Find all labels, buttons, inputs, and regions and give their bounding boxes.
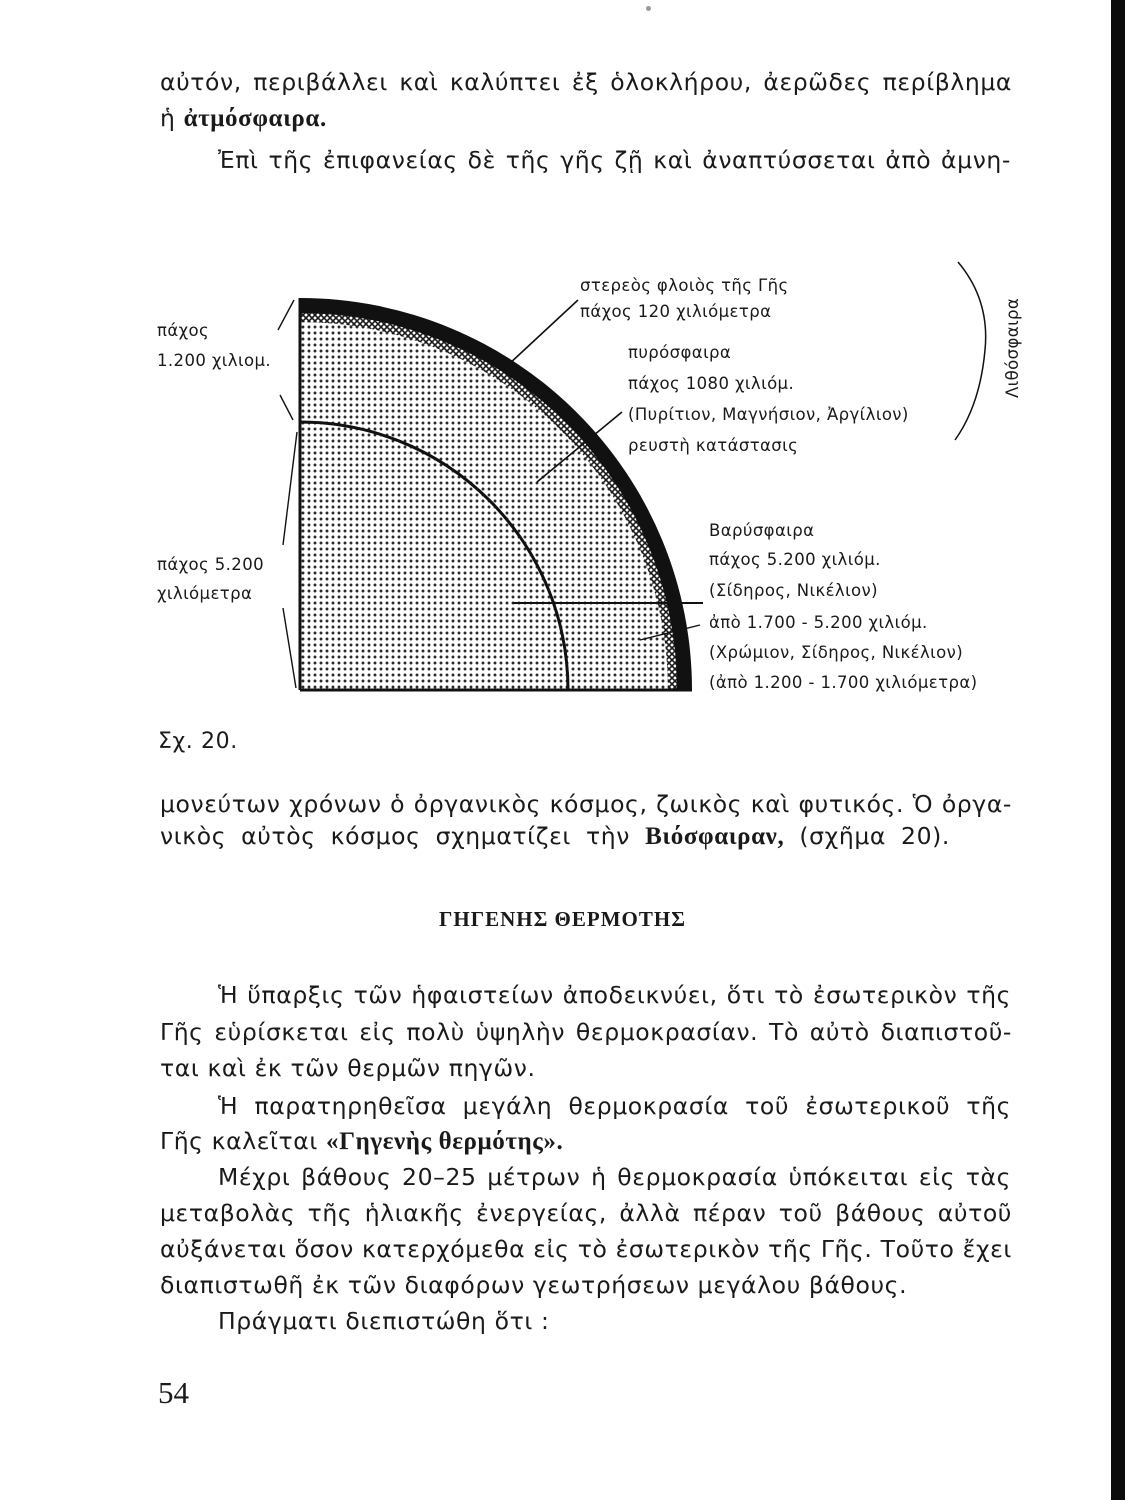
crust-thickness-label-line1: πάχος: [157, 321, 210, 340]
text-line: Ἡ ὕπαρξις τῶν ἡφαιστείων ἀποδεικνύει, ὅτι τὸ ἐσωτερικὸν τῆς: [218, 981, 1011, 1009]
text-line: [160, 821, 950, 852]
page-number: 54: [158, 1375, 189, 1410]
crust-leader: [508, 300, 578, 365]
text-line: διαπιστωθῆ ἐκ τῶν διαφόρων γεωτρήσεων μεγάλου βάθους.: [160, 1271, 908, 1299]
text-line: μεταβολὰς τῆς ἡλιακῆς ἐνεργείας, ἀλλὰ πέραν τοῦ βάθους αὐτοῦ: [160, 1199, 1012, 1227]
crust-thickness-bracket-bottom: [280, 395, 293, 420]
core-thickness-bracket-bottom: [283, 608, 296, 688]
text-line: Ἡ παρατηρηθεῖσα μεγάλη θερμοκρασία τοῦ ἐσωτερικοῦ τῆς: [218, 1092, 1011, 1120]
text-line: ται καὶ ἐκ τῶν θερμῶν πηγῶν.: [160, 1054, 536, 1082]
text-line: αὐξάνεται ὅσον κατερχόμεθα εἰς τὸ ἐσωτερικὸν τῆς Γῆς. Τοῦτο ἔχει: [160, 1235, 1012, 1263]
section-heading: ΓΗΓΕΝΗΣ ΘΕΡΜΟΤΗΣ: [439, 907, 686, 931]
text-fragment: ἡ: [160, 104, 176, 132]
lithosphere-brace: [955, 262, 986, 440]
text-line: [160, 1126, 563, 1157]
lithosphere-label: Λιθόσφαιρα: [1003, 297, 1022, 398]
pyrosphere-label-line4: ρευστὴ κατάστασις: [628, 436, 799, 455]
figure-caption: Σχ. 20.: [158, 729, 238, 754]
core-thickness-label-line2: χιλιόμετρα: [157, 584, 253, 603]
text-fragment: Γῆς καλεῖται: [160, 1127, 318, 1155]
text-line: Ἐπὶ τῆς ἐπιφανείας δὲ τῆς γῆς ζῇ καὶ ἀναπτύσσεται ἀπὸ ἀμνη-: [218, 146, 1011, 174]
barysphere-label-line5: (Χρώμιον, Σίδηρος, Νικέλιον): [709, 643, 964, 662]
text-line: Μέχρι βάθους 20–25 μέτρων ἡ θερμοκρασία ὑπόκειται εἰς τὰς: [218, 1163, 1011, 1191]
barysphere-label-line2: πάχος 5.200 χιλιόμ.: [709, 550, 881, 569]
bold-term-geothermal: «Γηγενὴς θερμότης».: [326, 1128, 564, 1155]
bold-term-atmosphere: ἀτμόσφαιρα.: [183, 105, 327, 132]
barysphere-label-line4: ἀπὸ 1.700 - 5.200 χιλιόμ.: [709, 613, 928, 632]
core-thickness-label-line1: πάχος 5.200: [157, 555, 265, 574]
pyrosphere-label-line2: πάχος 1080 χιλιόμ.: [628, 374, 795, 393]
pyrosphere-label-line3: (Πυρίτιον, Μαγνήσιον, Ἀργίλιον): [628, 405, 909, 424]
crust-thickness-bracket-top: [278, 300, 294, 330]
bold-term-biosphere: Βιόσφαιραν,: [645, 823, 785, 850]
crust-label-line2: πάχος 120 χιλιόμετρα: [580, 302, 772, 321]
text-fragment: (σχῆμα 20).: [799, 822, 950, 850]
barysphere-label-line6: (ἀπὸ 1.200 - 1.700 χιλιόμετρα): [709, 673, 978, 692]
text-line: Γῆς εὑρίσκεται εἰς πολὺ ὑψηλὴν θερμοκρασίαν. Τὸ αὐτὸ διαπιστοῦ-: [160, 1018, 1012, 1046]
pyrosphere-label-line1: πυρόσφαιρα: [628, 343, 732, 362]
crust-label-line1: στερεὸς φλοιὸς τῆς Γῆς: [580, 276, 789, 295]
crust-thickness-label-line2: 1.200 χιλιομ.: [157, 351, 271, 370]
text-line: Πράγματι διεπιστώθη ὅτι :: [218, 1307, 550, 1335]
text-line: μονεύτων χρόνων ὁ ὀργανικὸς κόσμος, ζωικὸς καὶ φυτικός. Ὁ ὀργα-: [160, 790, 1012, 818]
barysphere-layer: [300, 322, 668, 690]
barysphere-label-line3: (Σίδηρος, Νικέλιον): [709, 581, 879, 600]
text-fragment: νικὸς αὐτὸς κόσμος σχηματίζει τὴν: [160, 822, 631, 850]
text-line: αὐτόν, περιβάλλει καὶ καλύπτει ἐξ ὁλοκλήρου, ἀερῶδες περίβλημα: [160, 68, 1012, 96]
core-thickness-bracket-top: [283, 432, 297, 545]
barysphere-label-line1: Βαρύσφαιρα: [709, 521, 815, 540]
